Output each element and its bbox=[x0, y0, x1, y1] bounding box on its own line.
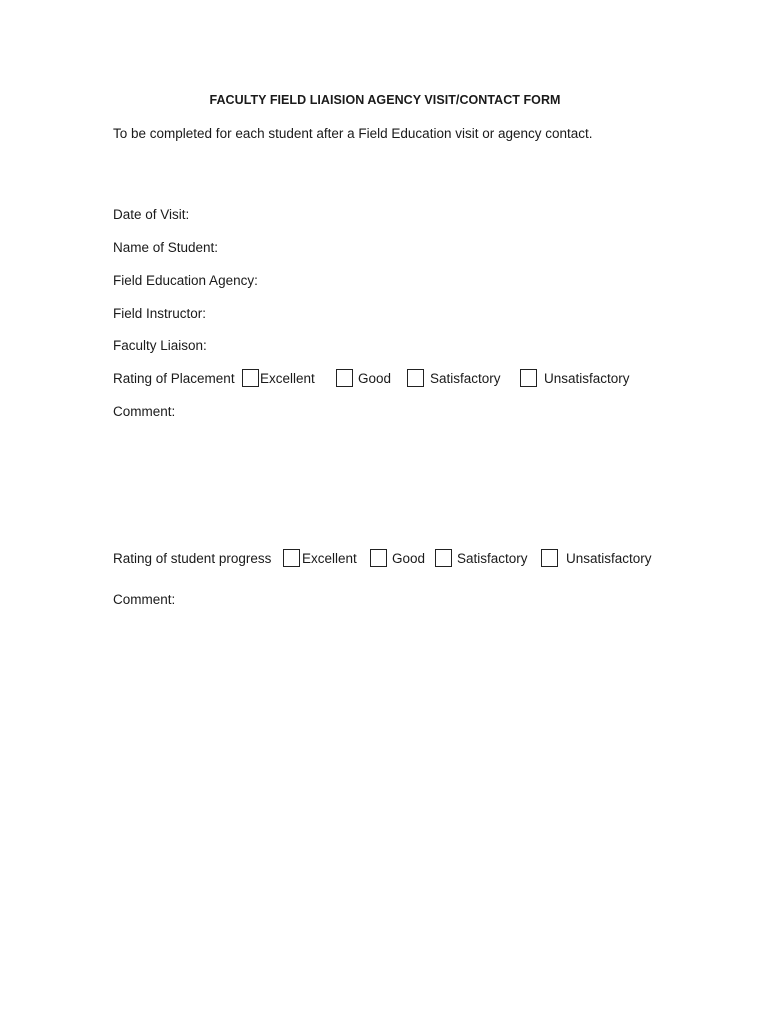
placement-satisfactory-label: Satisfactory bbox=[430, 371, 501, 386]
progress-unsatisfactory-checkbox[interactable] bbox=[541, 549, 558, 567]
placement-excellent-label: Excellent bbox=[260, 371, 315, 386]
field-instructor-label: Field Instructor: bbox=[113, 306, 207, 321]
faculty-liaison-label: Faculty Liaison: bbox=[113, 338, 207, 353]
form-title: FACULTY FIELD LIAISION AGENCY VISIT/CONTACT FORM bbox=[209, 93, 561, 107]
student-progress-rating-row bbox=[113, 549, 733, 571]
name-of-student-label: Name of Student: bbox=[113, 240, 219, 255]
placement-satisfactory-checkbox[interactable] bbox=[407, 369, 424, 387]
date-of-visit-label: Date of Visit: bbox=[113, 207, 190, 222]
student-progress-rating-label: Rating of student progress bbox=[113, 551, 272, 566]
progress-unsatisfactory-label: Unsatisfactory bbox=[566, 551, 652, 566]
placement-rating-label: Rating of Placement bbox=[113, 371, 235, 386]
progress-excellent-label: Excellent bbox=[302, 551, 357, 566]
placement-unsatisfactory-label: Unsatisfactory bbox=[544, 371, 630, 386]
progress-satisfactory-checkbox[interactable] bbox=[435, 549, 452, 567]
progress-excellent-checkbox[interactable] bbox=[283, 549, 300, 567]
placement-unsatisfactory-checkbox[interactable] bbox=[520, 369, 537, 387]
placement-rating-row bbox=[113, 369, 733, 391]
placement-good-label: Good bbox=[358, 371, 392, 386]
progress-good-checkbox[interactable] bbox=[370, 549, 387, 567]
field-education-agency-label: Field Education Agency: bbox=[113, 273, 258, 288]
progress-satisfactory-label: Satisfactory bbox=[457, 551, 528, 566]
placement-comment-label: Comment: bbox=[113, 404, 176, 419]
student-progress-comment-label: Comment: bbox=[113, 592, 176, 607]
form-instructions: To be completed for each student after a Field Education visit or agency contact. bbox=[113, 126, 593, 141]
placement-good-checkbox[interactable] bbox=[336, 369, 353, 387]
placement-excellent-checkbox[interactable] bbox=[242, 369, 259, 387]
progress-good-label: Good bbox=[392, 551, 426, 566]
